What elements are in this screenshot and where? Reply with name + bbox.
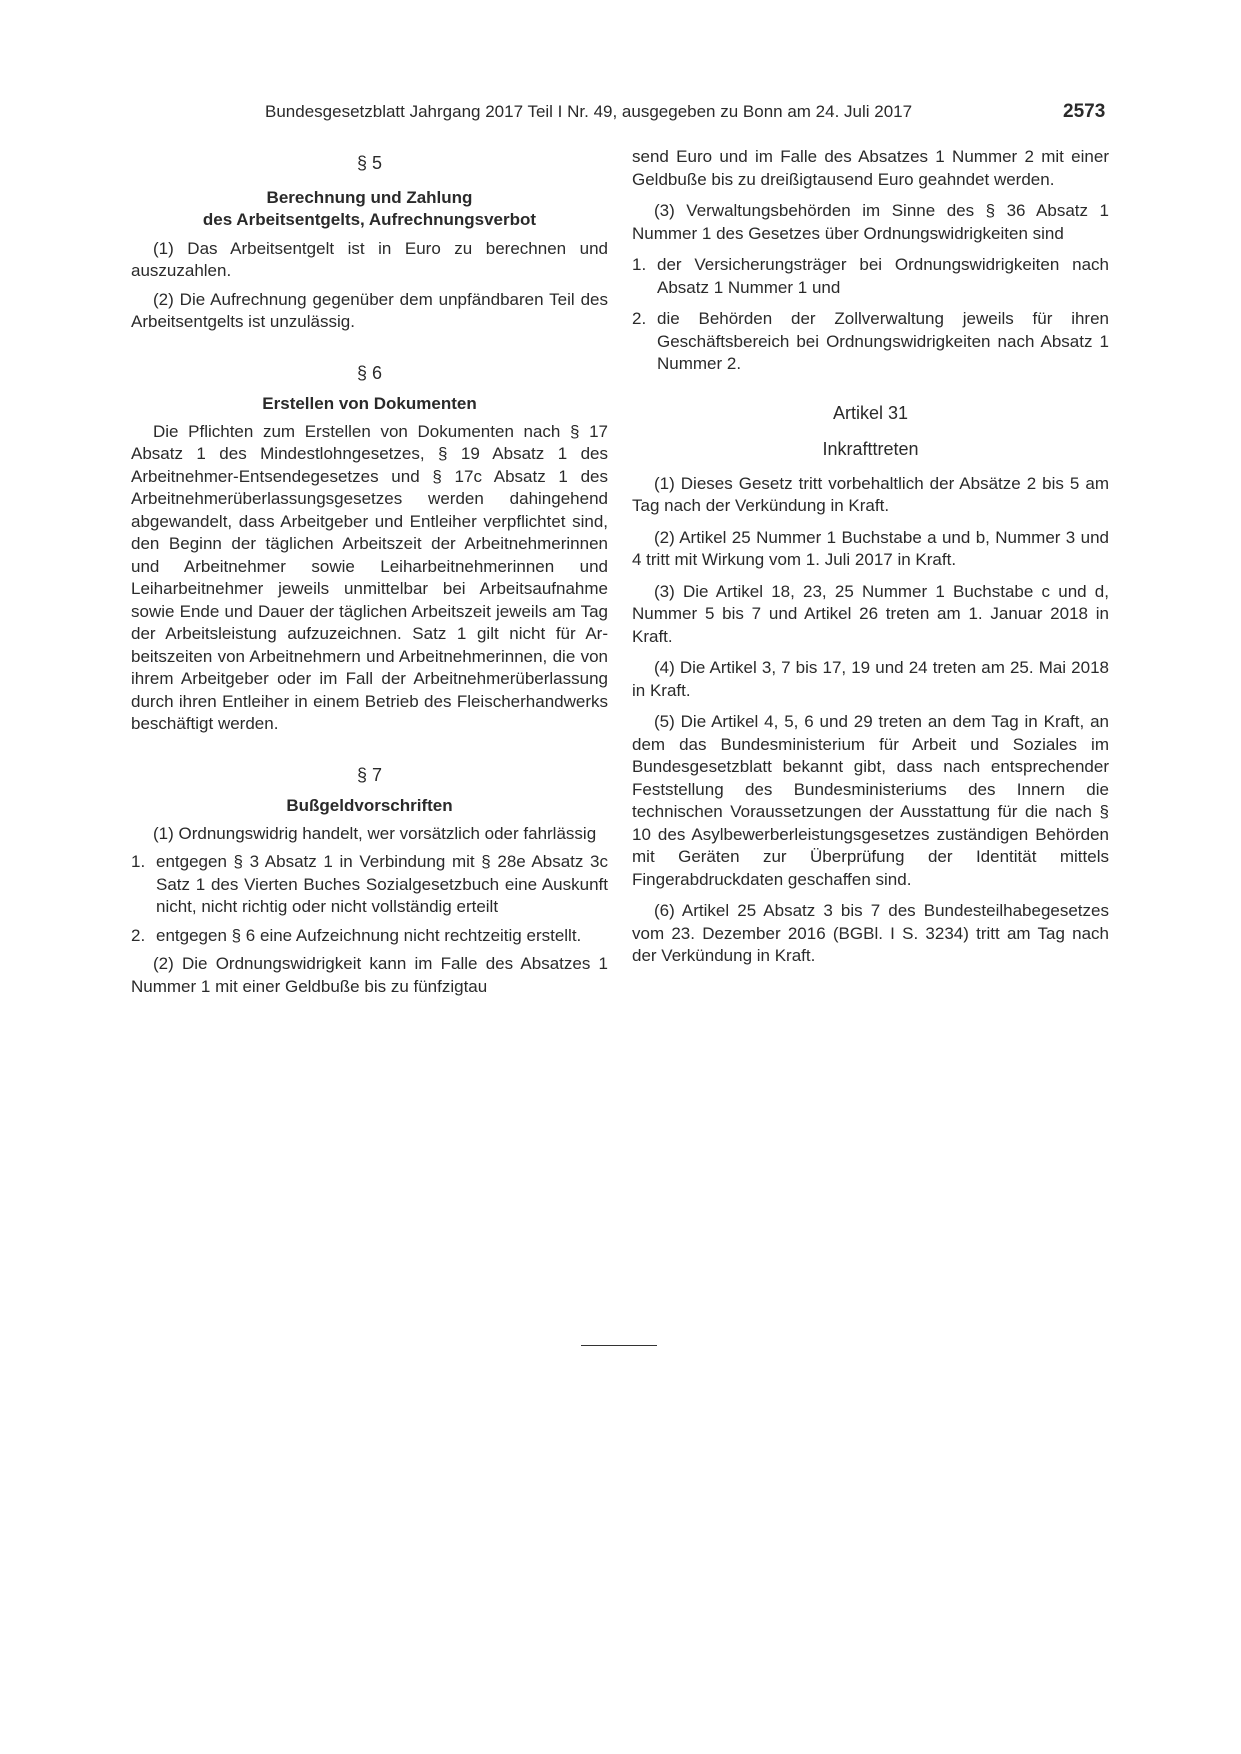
article-31-title: Inkrafttreten	[822, 439, 919, 459]
section-6-mark: § 6	[356, 362, 383, 383]
section-5-paragraph-1: (1) Das Arbeitsentgelt ist in Euro zu berechnen und auszuzahlen.	[131, 238, 608, 280]
list-number: 2.	[131, 925, 146, 945]
article-31-paragraph-1: (1) Dieses Gesetz tritt vorbehaltlich der Absätze 2 bis 5 am Tag nach der Verkündung in Kraft.	[632, 473, 1109, 515]
section-7-paragraph-1: (1) Ordnungswidrig handelt, wer vorsätzlich oder fahrlässig	[153, 823, 597, 843]
left-column	[131, 152, 608, 998]
list-text: entgegen § 6 eine Aufzeichnung nicht rechtzeitig erstellt.	[156, 925, 582, 945]
section-6-title: Erstellen von Dokumenten	[262, 394, 477, 413]
end-rule	[581, 1345, 657, 1346]
section-7-list-item-2	[131, 925, 608, 948]
section-6-paragraph: Die Pflichten zum Erstellen von Dokumenten nach § 17 Absatz 1 des Mindestlohngesetzes, § 19 Absatz 1 des Arbeitnehmer-Entsendegesetzes und § 17c Absatz 1 des Arbeitnehmerüberlassungsgesetzes werden dahingehend abgewandelt, dass Arbeitgeber und Entleiher verpflichtet sind, den Beginn der täglichen Arbeitszeit der Arbeitnehmerinnen und Arbeitnehmer sowie Leiharbeitnehmerinnen und Leiharbeitnehmer jeweils unmittelbar bei Arbeitsaufnahme sowie Ende und Dauer der täglichen Arbeitszeit jeweils am Tag der Arbeitsleistung aufzuzeichnen. Satz 1 gilt nicht für Arbeitszeiten von Arbeitnehmern und Arbeitnehmerinnen, die von ihrem Arbeitgeber oder im Fall der Arbeitnehmerüberlassung durch ihren Entleiher in einem Betrieb des Fleischerhandwerks beschäftigt werden.	[131, 421, 608, 733]
section-5-title-line-2: des Arbeitsentgelts, Aufrechnungsverbot	[202, 210, 537, 229]
list-number: 2.	[632, 309, 647, 328]
article-31-paragraph-6: (6) Artikel 25 Absatz 3 bis 7 des Bundesteilhabegesetzes vom 23. Dezember 2016 (BGBl. I S. 3234) tritt am Tag nach der Verkündung in Kraft.	[632, 901, 1109, 965]
section-7-paragraph-3: (3) Verwaltungsbehörden im Sinne des § 36 Absatz 1 Nummer 1 des Gesetzes über Ordnungswidrigkeiten sind	[632, 201, 1109, 243]
section-5-title-line-1: Berechnung und Zahlung	[266, 187, 473, 207]
section-7-mark: § 7	[356, 764, 383, 785]
section-7-list-item-1	[131, 851, 608, 919]
article-31-paragraph-5: (5) Die Artikel 4, 5, 6 und 29 treten an dem Tag in Kraft, an dem das Bundesministerium für Arbeit und Soziales im Bundesgesetzblatt bekannt gibt, dass nach entsprechender Feststellung des Bundesministeriums des Innern die technischen Voraussetzungen der Ausstattung für die nach § 10 des Asylbewerberleistungsgesetzes zuständigen Behörden mit Geräten zur Überprüfung der Identität mittels Fingerabdruckdaten geschaffen sind.	[632, 712, 1109, 889]
section-7-title: Bußgeldvorschriften	[286, 796, 453, 815]
article-31-paragraph-2: (2) Artikel 25 Nummer 1 Buchstabe a und b, Nummer 3 und 4 tritt mit Wirkung vom 1. Juli 2017 in Kraft.	[632, 527, 1109, 569]
article-31-paragraph-4: (4) Die Artikel 3, 7 bis 17, 19 und 24 treten am 25. Mai 2018 in Kraft.	[632, 658, 1109, 700]
list-number: 1.	[632, 255, 647, 274]
page-number: 2573	[1063, 101, 1106, 122]
list-text: die Behörden der Zollverwaltung jeweils für ihren Geschäftsbereich bei Ordnungswidrigkeiten nach Absatz 1 Nummer 2.	[657, 309, 1109, 373]
section-7-paragraph-2: (2) Die Ordnungswidrigkeit kann im Falle des Absatzes 1 Nummer 1 mit einer Geldbuße bis zu fünfzigtau	[131, 954, 608, 996]
section-7-continuation: send Euro und im Falle des Absatzes 1 Nummer 2 mit einer Geldbuße bis zu dreißigtausend Euro geahndet werden.	[632, 147, 1109, 189]
article-31-mark: Artikel 31	[832, 402, 909, 423]
section-5-mark: § 5	[356, 153, 383, 173]
authority-list-item-2	[632, 308, 1109, 376]
list-number: 1.	[131, 852, 146, 871]
header-text: Bundesgesetzblatt Jahrgang 2017 Teil I Nr. 49, ausgegeben zu Bonn am 24. Juli 2017	[265, 102, 913, 121]
list-text: entgegen § 3 Absatz 1 in Verbindung mit § 28e Absatz 3c Satz 1 des Vierten Buches Sozialgesetzbuch eine Auskunft nicht, nicht richtig oder nicht vollständig erteilt	[156, 852, 608, 916]
section-5-paragraph-2: (2) Die Aufrechnung gegenüber dem unpfändbaren Teil des Arbeitsentgelts ist unzulässig.	[131, 289, 608, 331]
authority-list-item-1	[632, 254, 1109, 299]
article-31-paragraph-3: (3) Die Artikel 18, 23, 25 Nummer 1 Buchstabe c und d, Nummer 5 bis 7 und Artikel 26 treten am 1. Januar 2018 in Kraft.	[632, 581, 1109, 646]
running-header	[0, 100, 1241, 124]
right-column	[632, 147, 1109, 968]
list-text: der Versicherungsträger bei Ordnungswidrigkeiten nach Absatz 1 Nummer 1 und	[657, 255, 1109, 297]
